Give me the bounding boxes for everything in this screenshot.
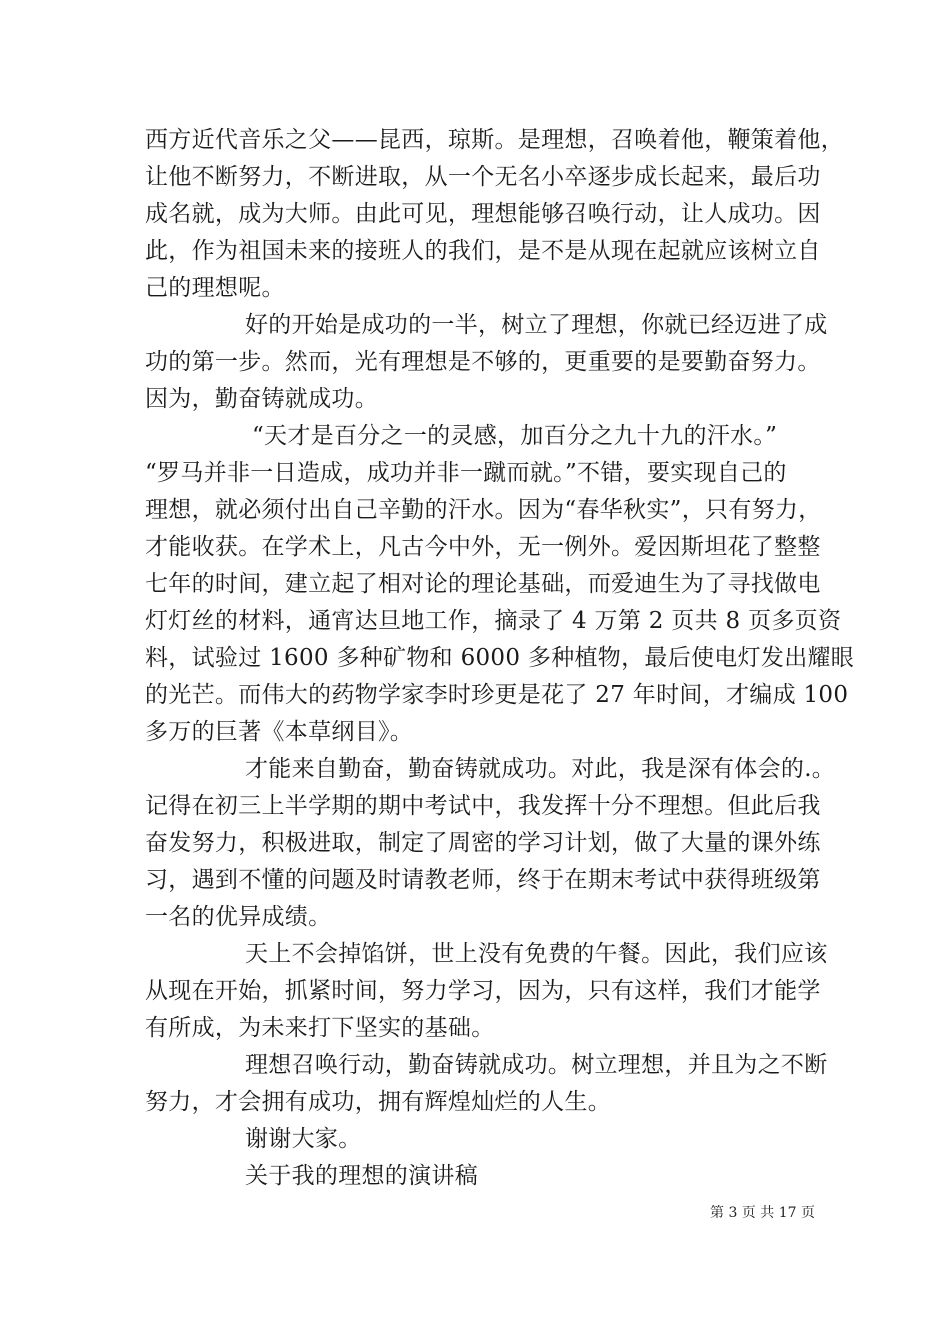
text-line: 努力，才会拥有成功，拥有辉煌灿烂的人生。: [145, 1089, 611, 1115]
text-line: 功的第一步。然而，光有理想是不够的，更重要的是要勤奋努力。: [145, 349, 821, 375]
text-line: 谢谢大家。: [245, 1126, 362, 1152]
text-line: 料，试验过 1600 多种矿物和 6000 多种植物，最后使电灯发出耀眼: [145, 645, 855, 671]
text-line: 七年的时间，建立起了相对论的理论基础，而爱迪生为了寻找做电: [145, 571, 821, 597]
text-line: 理想召唤行动，勤奋铸就成功。树立理想，并且为之不断: [245, 1052, 828, 1078]
text-line: 记得在初三上半学期的期中考试中，我发挥十分不理想。但此后我: [145, 793, 821, 819]
text-line: 才能收获。在学术上，凡古今中外，无一例外。爱因斯坦花了整整: [145, 534, 821, 560]
text-line: “天才是百分之一的灵感，加百分之九十九的汗水。”: [252, 423, 778, 449]
text-line: 天上不会掉馅饼，世上没有免费的午餐。因此，我们应该: [245, 941, 828, 967]
text-line: “罗马并非一日造成，成功并非一蹴而就。”不错，要实现自己的: [145, 460, 787, 486]
text-line: 才能来自勤奋，勤奋铸就成功。对此，我是深有体会的.。: [245, 756, 836, 782]
text-line: 理想，就必须付出自己辛勤的汗水。因为“春华秋实”，只有努力，: [145, 497, 822, 523]
text-line: 有所成，为未来打下坚实的基础。: [145, 1015, 495, 1041]
text-line: 此，作为祖国未来的接班人的我们，是不是从现在起就应该树立自: [145, 238, 821, 264]
text-line: 好的开始是成功的一半，树立了理想，你就已经迈进了成: [245, 312, 828, 338]
text-line: 奋发努力，积极进取，制定了周密的学习计划，做了大量的课外练: [145, 830, 821, 856]
text-line: 成名就，成为大师。由此可见，理想能够召唤行动，让人成功。因: [145, 201, 821, 227]
page-footer: 第 3 页 共 17 页: [710, 1205, 815, 1221]
text-line: 关于我的理想的演讲稿: [245, 1163, 478, 1189]
text-line: 一名的优异成绩。: [145, 904, 332, 930]
text-line: 西方近代音乐之父——昆西，琼斯。是理想，召唤着他，鞭策着他，: [145, 127, 844, 153]
text-line: 习，遇到不懂的问题及时请教老师，终于在期末考试中获得班级第: [145, 867, 821, 893]
text-line: 多万的巨著《本草纲目》。: [145, 719, 414, 745]
text-line: 灯灯丝的材料，通宵达旦地工作，摘录了 4 万第 2 页共 8 页多页资: [145, 608, 842, 634]
text-line: 让他不断努力，不断进取，从一个无名小卒逐步成长起来，最后功: [145, 164, 821, 190]
text-line: 己的理想呢。: [145, 275, 285, 301]
text-line: 从现在开始，抓紧时间，努力学习，因为，只有这样，我们才能学: [145, 978, 821, 1004]
text-line: 因为，勤奋铸就成功。: [145, 386, 378, 412]
text-line: 的光芒。而伟大的药物学家李时珍更是花了 27 年时间，才编成 100: [145, 682, 849, 708]
